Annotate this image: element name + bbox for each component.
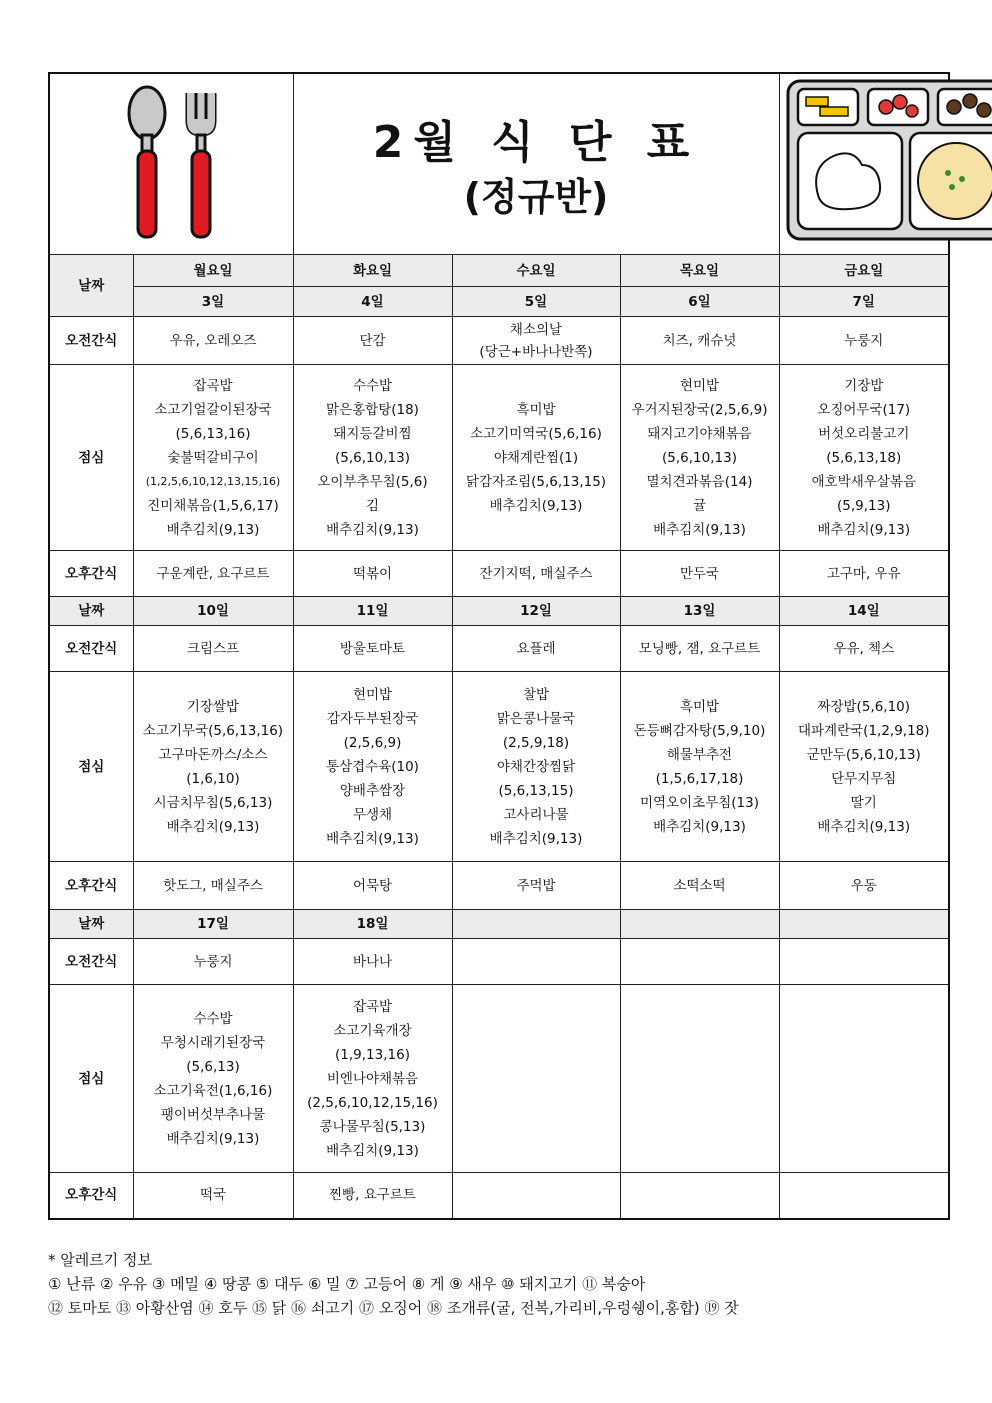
lunch-tray-illustration [779,73,949,255]
lunch-dish: (1,5,6,17,18) [655,770,744,787]
cutlery-illustration [49,73,293,255]
pm-snack-cell: 떡볶이 [293,551,452,597]
date-cell [452,910,620,939]
lunch-dish: 오징어무국(17) [817,401,911,418]
lunch-dish: 현미밥 [679,377,720,394]
am-snack-cell [620,939,779,985]
date-cell: 6일 [620,287,779,317]
lunch-cell [452,985,620,1173]
lunch-dish: 배추김치(9,13) [326,521,419,538]
date-cell: 7일 [779,287,949,317]
lunch-dish: 단무지무침 [831,770,897,787]
lunch-dish: 감자두부된장국 [326,710,419,727]
lunch-cell [779,672,949,862]
am-snack-cell: 누룽지 [779,317,949,365]
page-subtitle: (정규반) [463,175,609,219]
lunch-dish: 배추김치(9,13) [817,818,911,835]
am-snack-label: 오전간식 [49,939,133,985]
lunch-dish: 배추김치(9,13) [166,818,260,835]
pm-snack-label: 오후간식 [49,551,133,597]
lunch-dish: 무청시래기된장국 [160,1034,266,1051]
date-label: 날짜 [49,910,133,939]
lunch-dish: (5,9,13) [837,497,891,514]
lunch-dish: 배추김치(9,13) [817,521,911,538]
pm-snack-label: 오후간식 [49,1173,133,1219]
lunch-cell [779,985,949,1173]
lunch-dish: (2,5,6,10,12,15,16) [307,1094,438,1111]
date-cell [620,910,779,939]
date-cell: 11일 [293,597,452,626]
lunch-cell [620,365,779,551]
lunch-dish: 고구마돈까스/소스 [158,746,268,763]
pm-snack-cell [779,1173,949,1219]
lunch-dish: 소고기육개장 [333,1022,412,1039]
lunch-dish: (1,2,5,6,10,12,13,15,16) [145,474,281,488]
date-cell: 17일 [133,910,293,939]
lunch-dish: 배추김치(9,13) [166,521,260,538]
lunch-dish: 진미채볶음(1,5,6,17) [147,497,279,514]
pm-snack-cell: 만두국 [620,551,779,597]
lunch-dish: 통삼겹수육(10) [326,758,419,775]
lunch-dish: 잡곡밥 [193,377,233,394]
lunch-dish: 기장밥 [844,377,884,394]
lunch-dish: 대파계란국(1,2,9,18) [797,722,930,739]
lunch-dish: 우거지된장국(2,5,6,9) [631,401,768,418]
date-cell: 13일 [620,597,779,626]
lunch-cell [620,985,779,1173]
lunch-dish: 돈등뼈감자탕(5,9,10) [633,722,766,739]
lunch-dish: 돼지고기야채볶음 [647,425,752,442]
lunch-dish: (5,6,13,18) [826,449,902,466]
pm-snack-cell: 어묵탕 [293,862,452,910]
lunch-dish: 짜장밥(5,6,10) [817,698,911,715]
pm-snack-cell: 소떡소떡 [620,862,779,910]
lunch-label: 점심 [49,985,133,1173]
lunch-dish: 수수밥 [352,377,393,394]
am-snack-cell [452,939,620,985]
am-snack-cell: 치즈, 캐슈넛 [620,317,779,365]
date-cell: 3일 [133,287,293,317]
lunch-dish: 딸기 [850,794,877,811]
legend-line: ① 난류 ② 우유 ③ 메밀 ④ 땅콩 ⑤ 대두 ⑥ 밀 ⑦ 고등어 ⑧ 게 ⑨ 새우 ⑩ 돼지고기 ⑪ 복숭아 [48,1275,646,1293]
pm-snack-cell: 주먹밥 [452,862,620,910]
lunch-cell [293,365,452,551]
lunch-dish: (2,5,6,9) [343,734,402,751]
lunch-dish: 멸치견과볶음(14) [646,473,753,490]
lunch-cell [133,985,293,1173]
page-title: 2월 식 단 표 [372,117,700,168]
lunch-dish: 시금치무침(5,6,13) [153,794,273,811]
am-snack-cell: 크림스프 [133,626,293,672]
lunch-dish: 배추김치(9,13) [489,830,583,847]
lunch-dish: 흑미밥 [516,401,556,418]
am-snack-label: 오전간식 [49,317,133,365]
am-snack-cell [452,317,620,365]
pm-snack-cell: 떡국 [133,1173,293,1219]
lunch-dish: 무생채 [352,806,393,823]
lunch-cell [779,365,949,551]
lunch-dish: (1,6,10) [186,770,240,787]
am-snack-cell [779,939,949,985]
date-cell: 5일 [452,287,620,317]
lunch-dish: 야채간장찜닭 [496,758,576,775]
lunch-dish: (1,9,13,16) [335,1046,410,1063]
pm-snack-label: 오후간식 [49,862,133,910]
lunch-dish: 미역오이초무침(13) [640,794,759,811]
lunch-dish: 야채계란찜(1) [493,449,579,466]
lunch-dish: 배추김치(9,13) [489,497,583,514]
weekday-mon: 월요일 [133,255,293,287]
date-cell: 10일 [133,597,293,626]
am-snack-cell: 바나나 [293,939,452,985]
lunch-dish: 팽이버섯부추나물 [160,1106,266,1123]
lunch-dish: 배추김치(9,13) [653,521,746,538]
am-snack-cell: 우유, 오레오즈 [133,317,293,365]
lunch-dish: 귤 [692,497,707,514]
lunch-dish: 돼지등갈비찜 [333,425,412,442]
pm-snack-cell [620,1173,779,1219]
lunch-dish: 잡곡밥 [352,998,393,1015]
pm-snack-cell: 우동 [779,862,949,910]
lunch-tray-icon [782,75,992,245]
lunch-dish: 콩나물무침(5,13) [319,1118,426,1135]
lunch-dish: 기장쌀밥 [186,698,240,715]
lunch-cell [620,672,779,862]
am-snack-cell: 우유, 첵스 [779,626,949,672]
am-snack-detail: (당근+바나나반쪽) [479,343,593,360]
date-cell: 4일 [293,287,452,317]
weekday-wed: 수요일 [452,255,620,287]
date-label: 날짜 [49,255,133,317]
weekday-tue: 화요일 [293,255,452,287]
legend-title: * 알레르기 정보 [48,1251,152,1269]
lunch-dish: 배추김치(9,13) [166,1130,260,1147]
lunch-dish: (5,6,10,13) [335,449,410,466]
pm-snack-cell [452,1173,620,1219]
lunch-dish: 해물부추전 [666,746,733,763]
allergy-legend [48,1248,739,1320]
lunch-dish: 소고기얼갈이된장국 [154,401,272,418]
lunch-dish: (5,6,10,13) [662,449,737,466]
am-snack-cell: 모닝빵, 잼, 요구르트 [620,626,779,672]
lunch-dish: (5,6,13) [186,1058,240,1075]
pm-snack-cell: 핫도그, 매실주스 [133,862,293,910]
pm-snack-cell: 구운계란, 요구르트 [133,551,293,597]
spoon-fork-icon [52,75,292,245]
menu-sheet [48,72,948,1220]
am-snack-label: 오전간식 [49,626,133,672]
date-cell: 14일 [779,597,949,626]
date-cell [779,910,949,939]
am-snack-text: 채소의날 [509,321,563,338]
lunch-dish: 버섯오리불고기 [818,425,910,442]
lunch-cell [293,672,452,862]
lunch-dish: 소고기육전(1,6,16) [153,1082,273,1099]
lunch-dish: (2,5,9,18) [502,734,570,751]
lunch-dish: 김 [365,497,380,514]
date-label: 날짜 [49,597,133,626]
am-snack-cell: 단감 [293,317,452,365]
lunch-dish: 비엔나야채볶음 [326,1070,419,1087]
lunch-dish: 배추김치(9,13) [326,1142,419,1159]
lunch-label: 점심 [49,365,133,551]
lunch-dish: (5,6,13,15) [498,782,574,799]
legend-line: ⑫ 토마토 ⑬ 아황산염 ⑭ 호두 ⑮ 닭 ⑯ 쇠고기 ⑰ 오징어 ⑱ 조개류(굴, 전복,가리비,우렁쉥이,홍합) ⑲ 잣 [48,1299,739,1317]
lunch-dish: 숯불떡갈비구이 [167,449,259,466]
lunch-dish: 찰밥 [522,686,550,703]
lunch-cell [293,985,452,1173]
lunch-dish: 소고기미역국(5,6,16) [470,425,602,442]
lunch-dish: 맑은콩나물국 [496,710,576,727]
lunch-dish: 배추김치(9,13) [326,830,419,847]
lunch-label: 점심 [49,672,133,862]
am-snack-cell: 누룽지 [133,939,293,985]
lunch-cell [452,672,620,862]
pm-snack-cell: 잔기지떡, 매실주스 [452,551,620,597]
lunch-dish: 오이부추무침(5,6) [317,473,428,490]
lunch-dish: 현미밥 [352,686,393,703]
lunch-dish: 흑미밥 [679,698,720,715]
lunch-dish: 소고기무국(5,6,13,16) [142,722,284,739]
lunch-cell [133,672,293,862]
lunch-cell [133,365,293,551]
lunch-dish: 고사리나물 [503,806,569,823]
title-block [293,73,779,255]
lunch-dish: (5,6,13,16) [175,425,251,442]
meal-table [48,72,950,1220]
date-cell: 12일 [452,597,620,626]
lunch-dish: 애호박새우살볶음 [811,473,916,490]
lunch-dish: 배추김치(9,13) [653,818,746,835]
lunch-dish: 수수밥 [193,1010,233,1027]
lunch-dish: 군만두(5,6,10,13) [806,746,921,763]
lunch-dish: 맑은홍합탕(18) [326,401,419,418]
pm-snack-cell: 찐빵, 요구르트 [293,1173,452,1219]
date-cell: 18일 [293,910,452,939]
lunch-cell [452,365,620,551]
am-snack-cell: 방울토마토 [293,626,452,672]
lunch-dish: 닭감자조림(5,6,13,15) [465,473,607,490]
lunch-dish: 양배추쌈장 [339,782,406,799]
weekday-fri: 금요일 [779,255,949,287]
pm-snack-cell: 고구마, 우유 [779,551,949,597]
am-snack-cell: 요플레 [452,626,620,672]
weekday-thu: 목요일 [620,255,779,287]
